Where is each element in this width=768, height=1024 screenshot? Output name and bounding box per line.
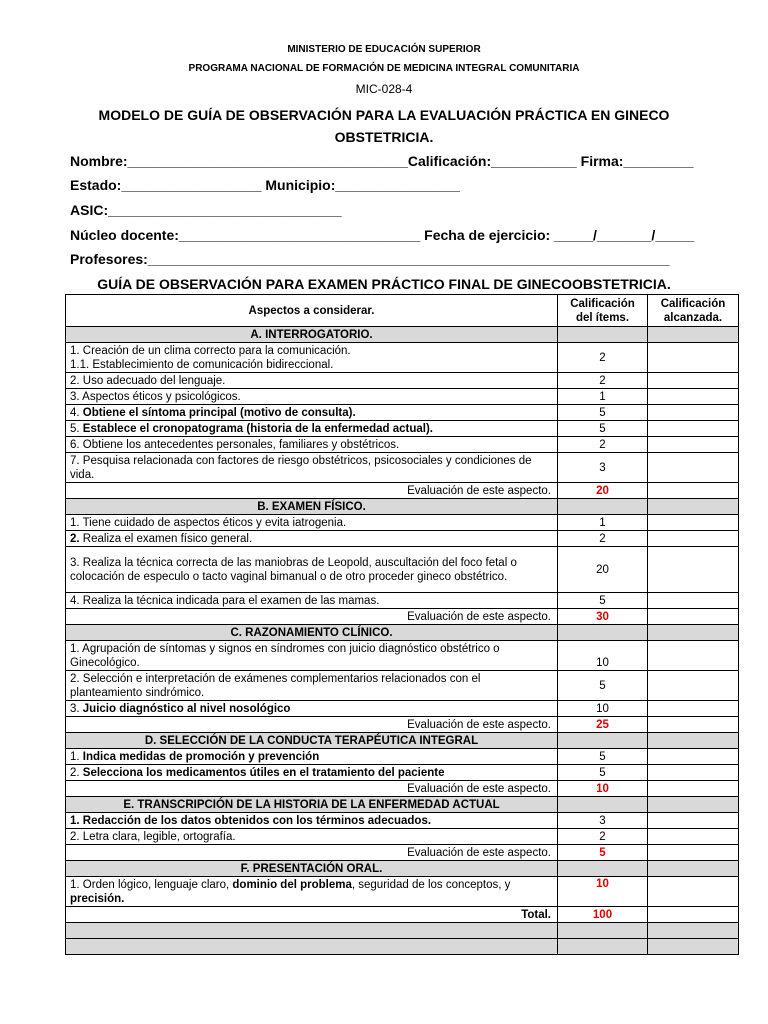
total-label: Total. [66, 907, 558, 923]
document-code: MIC-028-4 [355, 82, 413, 96]
header-aspects: Aspectos a considerar. [66, 295, 558, 327]
total-value: 100 [558, 907, 648, 923]
table-row: 1. Indica medidas de promoción y prevención 5 [66, 749, 739, 765]
total-row [66, 907, 739, 923]
table-row: 2. Letra clara, legible, ortografía. 2 [66, 829, 739, 845]
table-row: 2. Uso adecuado del lenguaje. 2 [66, 373, 739, 389]
guide-title: GUÍA DE OBSERVACIÓN PARA EXAMEN PRÁCTICO FINAL DE GINECOOBSTETRICIA. [97, 276, 671, 292]
header-item-grade: Calificación del ítems. [558, 295, 648, 327]
section-title: B. EXAMEN FÍSICO. [66, 499, 558, 515]
program-heading: PROGRAMA NACIONAL DE FORMACIÓN DE MEDICINA INTEGRAL COMUNITARIA [188, 63, 580, 74]
blank-row [66, 939, 739, 955]
table-row: 6. Obtiene los antecedentes personales, familiares y obstétricos. 2 [66, 437, 739, 453]
evaluation-row: Evaluación de este aspecto. 5 [66, 845, 739, 861]
table-row: 2. Selecciona los medicamentos útiles en el tratamiento del paciente 5 [66, 765, 739, 781]
header-achieved-grade: Calificación alcanzada. [648, 295, 739, 327]
section-title: C. RAZONAMIENTO CLÍNICO. [66, 625, 558, 641]
evaluation-row: Evaluación de este aspecto. 10 [66, 781, 739, 797]
evaluation-row: Evaluación de este aspecto. 30 [66, 609, 739, 625]
table-row: 7. Pesquisa relacionada con factores de riesgo obstétricos, psicosociales y condiciones de vida. 3 [66, 453, 739, 483]
table-row: 3. Realiza la técnica correcta de las maniobras de Leopold, auscultación del foco fetal o colocación de especulo o tacto vaginal bimanual o de otro proceder gineco obstétrico. 20 [66, 547, 739, 593]
table-row: 4. Obtiene el síntoma principal (motivo de consulta). 5 [66, 405, 739, 421]
section-title: E. TRANSCRIPCIÓN DE LA HISTORIA DE LA ENFERMEDAD ACTUAL [66, 797, 558, 813]
blank-row [66, 923, 739, 939]
table-row: 1. Orden lógico, lenguaje claro, dominio del problema, seguridad de los conceptos, y precisión. 10 [66, 877, 739, 907]
table-row: 4. Realiza la técnica indicada para el examen de las mamas. 5 [66, 593, 739, 609]
section-title: D. SELECCIÓN DE LA CONDUCTA TERAPÉUTICA INTEGRAL [66, 733, 558, 749]
table-row: 5. Establece el cronopatograma (historia de la enfermedad actual). 5 [66, 421, 739, 437]
table-row: 2. Selección e interpretación de exámenes complementarios relacionados con el planteamiento sindrómico. 5 [66, 671, 739, 701]
section-title: F. PRESENTACIÓN ORAL. [66, 861, 558, 877]
table-row: 2. Realiza el examen físico general. 2 [66, 531, 739, 547]
evaluation-row: Evaluación de este aspecto. 20 [66, 483, 739, 499]
table-row: 1. Redacción de los datos obtenidos con los términos adecuados. 3 [66, 813, 739, 829]
document-title: MODELO DE GUÍA DE OBSERVACIÓN PARA LA EVALUACIÓN PRÁCTICA EN GINECO OBSTETRICIA. [98, 107, 670, 145]
table-row: 1. Tiene cuidado de aspectos éticos y evita iatrogenia. 1 [66, 515, 739, 531]
asic-line: ASIC:______________________________ [70, 202, 342, 218]
section-title: A. INTERROGATORIO. [66, 327, 558, 343]
table-row: 1. Creación de un clima correcto para la comunicación. 1.1. Establecimiento de comunicación bidireccional. 2 [66, 343, 739, 373]
name-grade-signature-line: Nombre:____________________________________Calificación:___________ Firma:_________ [70, 153, 694, 169]
table-row: 1. Agrupación de síntomas y signos en síndromes con juicio diagnóstico obstétrico o Ginecológico. 10 [66, 641, 739, 671]
professors-line: Profesores:___________________________________________________________________ [70, 251, 670, 267]
state-municipality-line: Estado:__________________ Municipio:________________ [70, 177, 460, 193]
ministry-heading: MINISTERIO DE EDUCACIÓN SUPERIOR [287, 44, 481, 55]
teaching-nucleus-date-line: Núcleo docente:_______________________________ Fecha de ejercicio: _____/_______/_____ [70, 227, 695, 243]
evaluation-table [65, 294, 739, 955]
table-row: 3. Aspectos éticos y psicológicos. 1 [66, 389, 739, 405]
table-row: 3. Juicio diagnóstico al nivel nosológico 10 [66, 701, 739, 717]
evaluation-row: Evaluación de este aspecto. 25 [66, 717, 739, 733]
